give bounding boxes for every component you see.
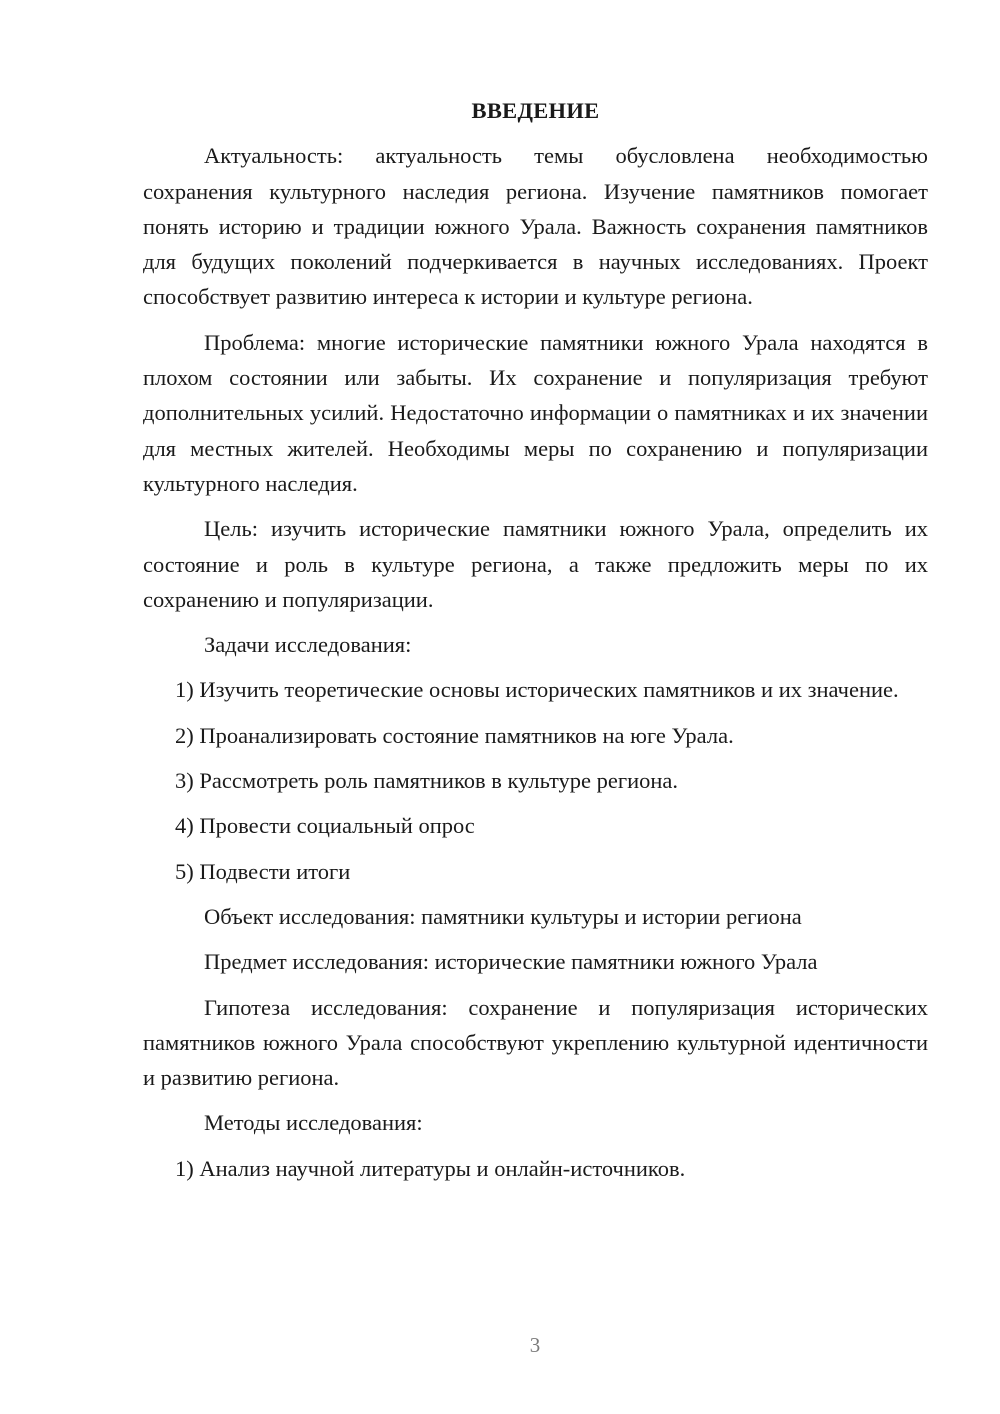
research-subject: Предмет исследования: исторические памятники южного Урала [204,949,818,975]
task-item-1: 1) Изучить теоретические основы исторических памятников и их значение. [175,677,899,703]
method-item-1: 1) Анализ научной литературы и онлайн-источников. [175,1155,686,1181]
task-item-5: 5) Подвести итоги [175,858,351,884]
page-number: 3 [529,1333,541,1357]
goal-paragraph: Цель: изучить исторические памятники южного Урала, определить их состояние и роль в культуре региона, а также предложить меры по их сохранению и популяризации. [143,516,928,612]
methods-title: Методы исследования: [204,1110,423,1136]
task-item-4: 4) Провести социальный опрос [175,813,475,839]
problem-paragraph: Проблема: многие исторические памятники южного Урала находятся в плохом состоянии или забыты. Их сохранение и популяризация требуют дополнительных усилий. Недостаточно информации о памятниках и их значении для местных жителей. Необходимы меры по сохранению и популяризации культурного наследия. [143,329,928,496]
section-heading: ВВЕДЕНИЕ [471,98,600,123]
hypothesis-paragraph: Гипотеза исследования: сохранение и популяризация исторических памятников южного Урала способствуют укреплению культурной идентичности и развитию региона. [143,994,928,1091]
task-item-2: 2) Проанализировать состояние памятников на юге Урала. [175,722,734,748]
task-item-3: 3) Рассмотреть роль памятников в культуре региона. [175,768,679,794]
relevance-paragraph: Актуальность: актуальность темы обусловлена необходимостью сохранения культурного наследия региона. Изучение памятников помогает понять историю и традиции южного Урала. Важность сохранения памятников для будущих поколений подчеркивается в научных исследованиях. Проект способствует развитию интереса к истории и культуре региона. [143,143,928,310]
research-object: Объект исследования: памятники культуры и истории региона [204,903,802,929]
tasks-title: Задачи исследования: [204,632,412,658]
page-content [143,93,928,1196]
